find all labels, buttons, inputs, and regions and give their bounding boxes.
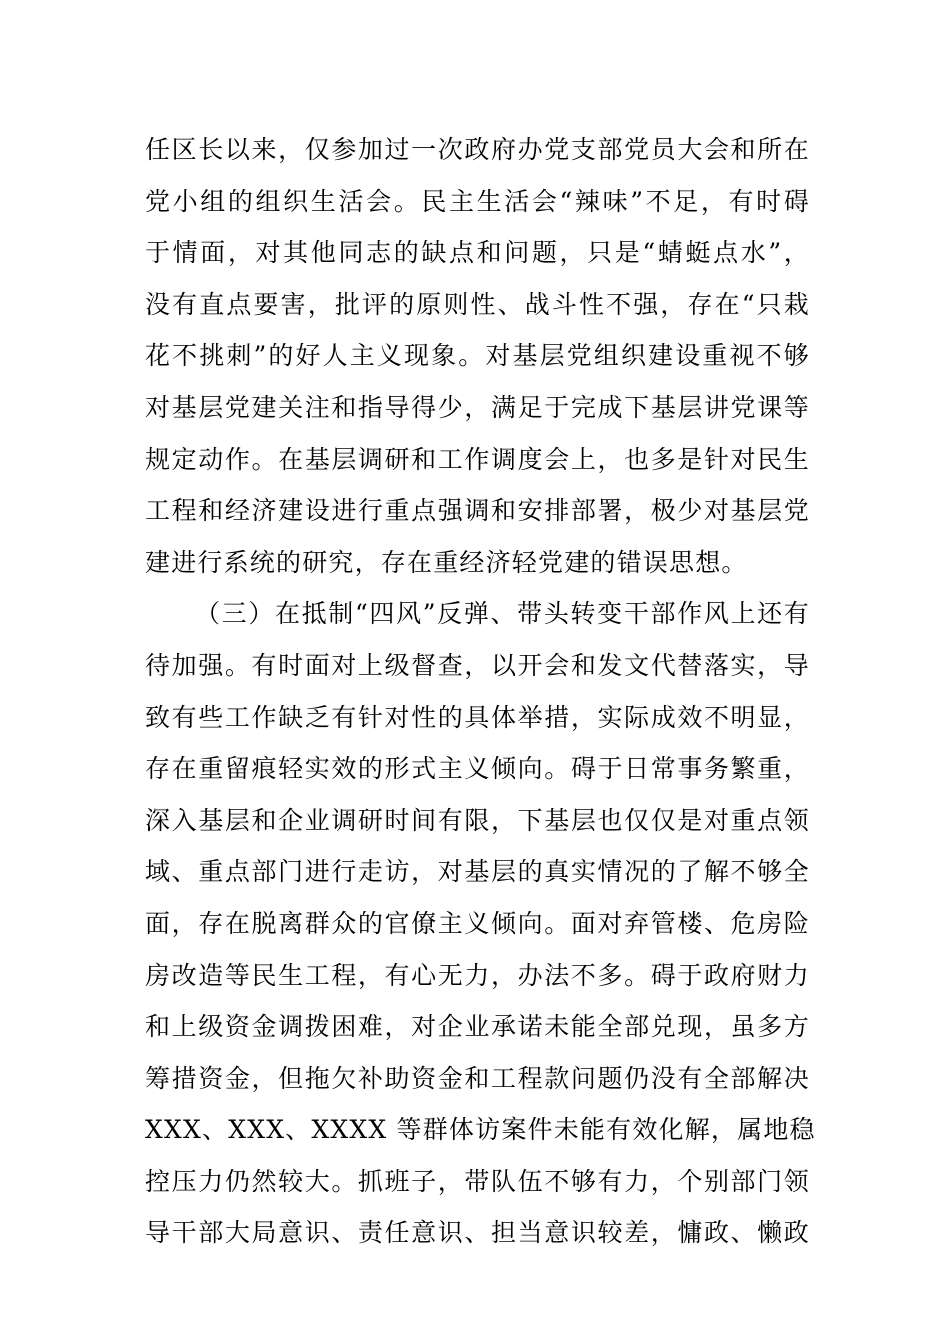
text-line: 导干部大局意识、责任意识、担当意识较差，慵政、懒政 bbox=[145, 1218, 810, 1248]
text-line: 待加强。有时面对上级督查，以开会和发文代替落实，导 bbox=[145, 650, 810, 680]
text-line: 深入基层和企业调研时间有限，下基层也仅仅是对重点领 bbox=[145, 805, 810, 835]
text-line: 和上级资金调拨困难，对企业承诺未能全部兑现，虽多方 bbox=[145, 1012, 810, 1042]
text-line: 没有直点要害，批评的原则性、战斗性不强，存在“只栽 bbox=[145, 289, 810, 319]
section-heading-line: （三）在抵制“四风”反弹、带头转变干部作风上还有 bbox=[195, 599, 810, 629]
text-line: 筹措资金，但拖欠补助资金和工程款问题仍没有全部解决 bbox=[145, 1063, 810, 1093]
document-body bbox=[145, 124, 816, 1259]
text-line: 房改造等民生工程，有心无力，办法不多。碍于政府财力 bbox=[145, 960, 810, 990]
text-line: 工程和经济建设进行重点强调和安排部署，极少对基层党 bbox=[145, 496, 810, 526]
text-line: XXX、XXX、XXXX 等群体访案件未能有效化解，属地稳 bbox=[145, 1115, 816, 1145]
text-line: 致有些工作缺乏有针对性的具体举措，实际成效不明显， bbox=[145, 702, 810, 732]
text-line: 于情面，对其他同志的缺点和问题，只是“蜻蜓点水”， bbox=[145, 238, 810, 268]
text-line: 存在重留痕轻实效的形式主义倾向。碍于日常事务繁重， bbox=[145, 754, 810, 784]
text-line: 党小组的组织生活会。民主生活会“辣味”不足，有时碍 bbox=[145, 186, 810, 216]
text-line: 对基层党建关注和指导得少，满足于完成下基层讲党课等 bbox=[145, 392, 810, 422]
text-line: 面，存在脱离群众的官僚主义倾向。面对弃管楼、危房险 bbox=[145, 908, 810, 938]
paragraph-last-line: 建进行系统的研究，存在重经济轻党建的错误思想。 bbox=[145, 547, 748, 577]
text-line: 任区长以来，仅参加过一次政府办党支部党员大会和所在 bbox=[145, 135, 810, 164]
text-line: 花不挑刺”的好人主义现象。对基层党组织建设重视不够 bbox=[145, 341, 810, 371]
text-line: 规定动作。在基层调研和工作调度会上，也多是针对民生 bbox=[145, 444, 810, 474]
text-line: 域、重点部门进行走访，对基层的真实情况的了解不够全 bbox=[145, 857, 810, 887]
text-line: 控压力仍然较大。抓班子，带队伍不够有力，个别部门领 bbox=[145, 1166, 810, 1196]
